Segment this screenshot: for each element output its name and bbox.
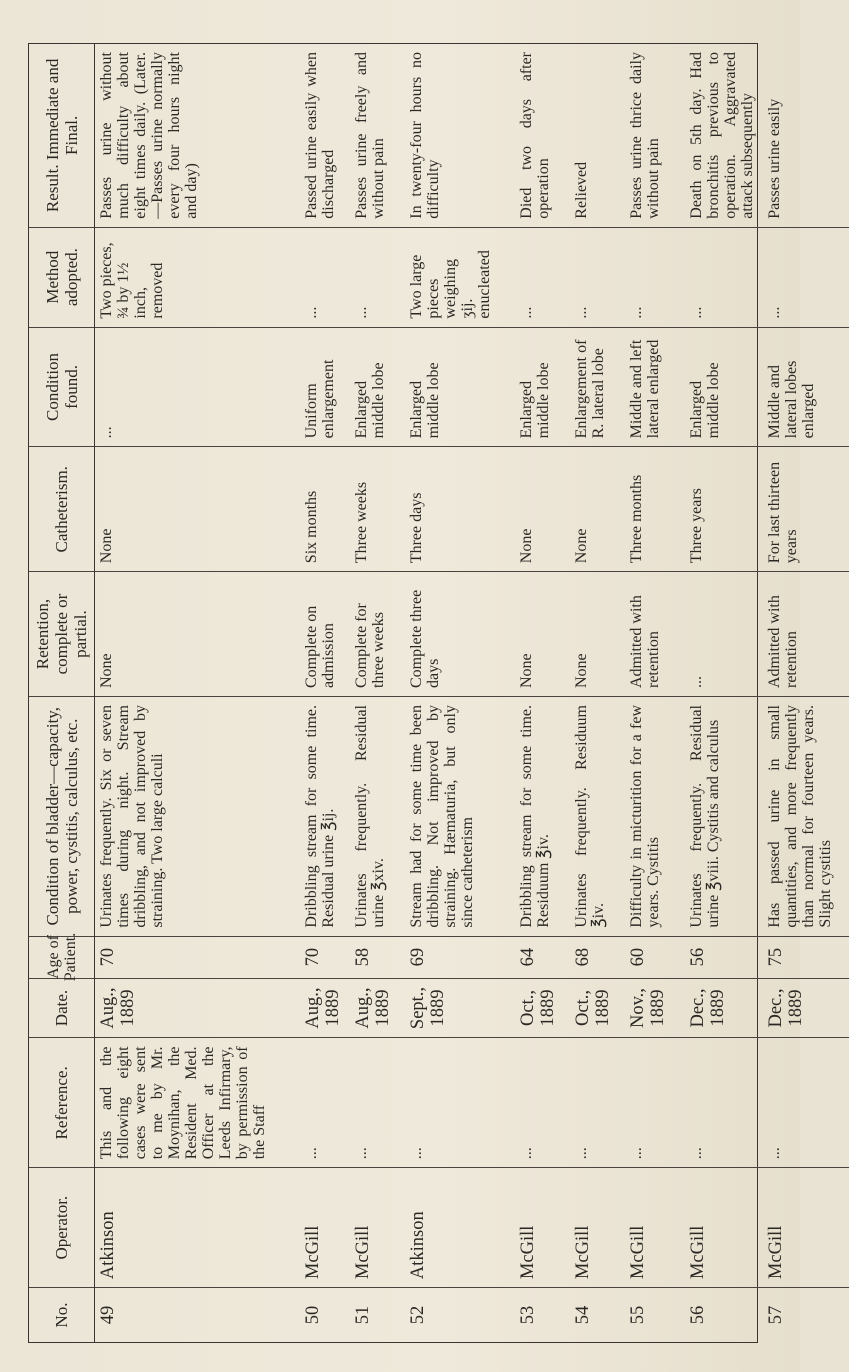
cell-date: Aug., 1889 — [98, 987, 138, 1029]
cell-operator: Atkinson — [98, 1211, 118, 1280]
column-found — [95, 327, 849, 447]
cell-result: Passes urine without much difficulty about eight times daily. (Later.—Passes urine normally every four hours night and day) — [98, 52, 200, 219]
cell-result: Passes urine thrice daily without pain — [628, 52, 662, 219]
cell-age: 58 — [353, 947, 373, 967]
cell-found: Enlarged middle lobe — [518, 362, 552, 439]
cell-age: 68 — [573, 947, 593, 967]
cell-operator: McGill — [688, 1225, 708, 1280]
cell-retention: None — [518, 653, 535, 688]
cell-condition: Stream had for some time been dribbling. Not improved by straining. Hæmaturia, but only since catheterism — [408, 705, 476, 928]
cell-retention: None — [98, 653, 115, 688]
cell-method: ... — [766, 306, 783, 319]
cell-age: 60 — [628, 947, 648, 967]
cell-found: Enlarged middle lobe — [688, 362, 722, 439]
cell-age: 64 — [518, 947, 538, 967]
cell-age: 56 — [688, 947, 708, 967]
column-operator — [95, 1167, 849, 1287]
cell-condition: Dribbling stream for some time. Residual urine ℥ij. — [303, 705, 337, 928]
cell-method: ... — [353, 306, 370, 319]
cell-date: Dec., 1889 — [688, 988, 728, 1028]
cell-catheterism: None — [518, 528, 535, 564]
header-catheterism: Catheterism. — [29, 446, 94, 571]
header-row — [29, 44, 95, 1342]
header-reference: Reference. — [29, 1037, 94, 1167]
cell-catheterism: None — [98, 528, 115, 564]
cell-no: 49 — [98, 1305, 118, 1325]
cell-catheterism: For last thirteen years — [766, 461, 800, 564]
cell-method: Two large pieces weighing ʒij. enucleated — [408, 250, 493, 319]
cell-no: 51 — [353, 1305, 373, 1325]
cell-method: ... — [303, 306, 320, 319]
column-method — [95, 227, 849, 327]
header-age: Age of Patient. — [29, 936, 94, 978]
cell-method: ... — [688, 306, 705, 319]
cell-reference: ... — [518, 1147, 535, 1160]
column-age — [95, 936, 849, 978]
cell-catheterism: None — [573, 528, 590, 564]
cell-date: Oct., 1889 — [518, 989, 558, 1027]
cell-condition: Difficulty in micturition for a few years. Cystitis — [628, 705, 662, 928]
cell-condition: Has passed urine in small quantities, and more frequently than normal for fourteen years. Slight cystitis — [766, 705, 834, 928]
header-method: Method adopted. — [29, 227, 94, 327]
cell-reference: ... — [688, 1147, 705, 1160]
cell-method: ... — [628, 306, 645, 319]
cell-found: Enlarged middle lobe — [353, 362, 387, 439]
case-table — [28, 43, 834, 1343]
cell-operator: McGill — [353, 1225, 373, 1280]
cell-result: Died two days after operation — [518, 52, 552, 219]
cell-age: 69 — [408, 947, 428, 967]
cell-no: 56 — [688, 1305, 708, 1325]
cell-operator: McGill — [303, 1225, 323, 1280]
cell-condition: Urinates frequently. Residuum ℥iv. — [573, 705, 607, 928]
header-retention: Retention, complete or partial. — [29, 571, 94, 696]
cell-retention: None — [573, 653, 590, 688]
cell-condition: Urinates frequently. Residual urine ℥xiv. — [353, 705, 387, 928]
table-body — [95, 44, 849, 1342]
cell-reference: ... — [766, 1147, 783, 1160]
cell-no: 55 — [628, 1305, 648, 1325]
cell-reference: ... — [573, 1147, 590, 1160]
cell-found: ... — [98, 426, 115, 439]
cell-retention: Complete for three weeks — [353, 603, 387, 688]
header-result: Result. Immediate and Final. — [42, 58, 81, 213]
cell-condition: Urinates frequently. Six or seven times during night. Stream dribbling, and not improved by straining. Two large calculi — [98, 705, 166, 928]
column-no — [95, 1287, 849, 1342]
cell-reference: This and the following eight cases were sent to me by Mr. Moynihan, the Resident Med. Officer at the Leeds Infirmary, by permission of the Staff — [98, 1046, 268, 1160]
cell-found: Uniform enlargement — [303, 359, 337, 439]
column-reference — [95, 1037, 849, 1167]
cell-found: Enlarged middle lobe — [408, 362, 442, 439]
cell-retention: Admitted with retention — [766, 595, 800, 688]
cell-catheterism: Three months — [628, 474, 645, 564]
cell-found: Middle and lateral lobes enlarged — [766, 360, 817, 439]
cell-operator: McGill — [518, 1225, 538, 1280]
cell-age: 70 — [303, 947, 323, 967]
cell-condition: Dribbling stream for some time. Residuum ℥iv. — [518, 705, 552, 928]
cell-reference: ... — [628, 1147, 645, 1160]
cell-reference: ... — [353, 1147, 370, 1160]
column-date — [95, 978, 849, 1038]
cell-date: Aug., 1889 — [303, 987, 343, 1029]
cell-operator: McGill — [573, 1225, 593, 1280]
cell-result: In twenty-four hours no difficulty — [408, 52, 442, 219]
cell-age: 70 — [98, 947, 118, 967]
cell-no: 54 — [573, 1305, 593, 1325]
cell-operator: McGill — [766, 1225, 786, 1280]
cell-result: Death on 5th day. Had bronchitis previous to operation. Aggravated attack subsequently — [688, 52, 756, 219]
column-catheterism — [95, 446, 849, 571]
cell-method: Two pieces, ¾ by 1½ inch, removed — [98, 242, 166, 319]
cell-catheterism: Three days — [408, 492, 425, 564]
cell-no: 53 — [518, 1305, 538, 1325]
cell-result: Passes urine easily — [766, 98, 783, 219]
cell-operator: Atkinson — [408, 1211, 428, 1280]
cell-no: 50 — [303, 1305, 323, 1325]
column-result — [95, 44, 849, 227]
cell-result: Relieved — [573, 161, 590, 219]
cell-method: ... — [518, 306, 535, 319]
cell-date: Oct., 1889 — [573, 989, 613, 1027]
cell-age: 75 — [766, 947, 786, 967]
column-retention — [95, 571, 849, 696]
cell-date: Nov., 1889 — [628, 988, 668, 1028]
cell-retention: Complete on admission — [303, 605, 337, 688]
header-condition-found: Condition found. — [29, 327, 94, 447]
cell-catheterism: Three years — [688, 488, 705, 564]
cell-found: Enlargement of R. lateral lobe — [573, 339, 607, 439]
cell-retention: ... — [688, 676, 705, 688]
cell-catheterism: Six months — [303, 490, 320, 564]
header-operator: Operator. — [29, 1167, 94, 1287]
cell-retention: Complete three days — [408, 589, 442, 688]
cell-found: Middle and left lateral enlarged — [628, 339, 662, 439]
cell-date: Sept., 1889 — [408, 986, 448, 1030]
header-date: Date. — [29, 978, 94, 1038]
cell-condition: Urinates frequently. Residual urine ℥viii. Cystitis and calculus — [688, 705, 722, 928]
cell-no: 57 — [766, 1305, 786, 1325]
header-no: No. — [29, 1287, 94, 1342]
cell-method: ... — [573, 306, 590, 319]
cell-reference: ... — [408, 1147, 425, 1160]
column-condition — [95, 696, 849, 936]
cell-operator: McGill — [628, 1225, 648, 1280]
cell-result: Passed urine easily when discharged — [303, 52, 337, 219]
cell-no: 52 — [408, 1305, 428, 1325]
cell-date: Dec., 1889 — [766, 988, 806, 1028]
cell-date: Aug., 1889 — [353, 987, 393, 1029]
header-condition: Condition of bladder—capacity, power, cystitis, calculus, etc. — [29, 696, 94, 936]
cell-reference: ... — [303, 1147, 320, 1160]
cell-catheterism: Three weeks — [353, 481, 370, 564]
cell-result: Passes urine freely and without pain — [353, 52, 387, 219]
cell-retention: Admitted with retention — [628, 595, 662, 688]
